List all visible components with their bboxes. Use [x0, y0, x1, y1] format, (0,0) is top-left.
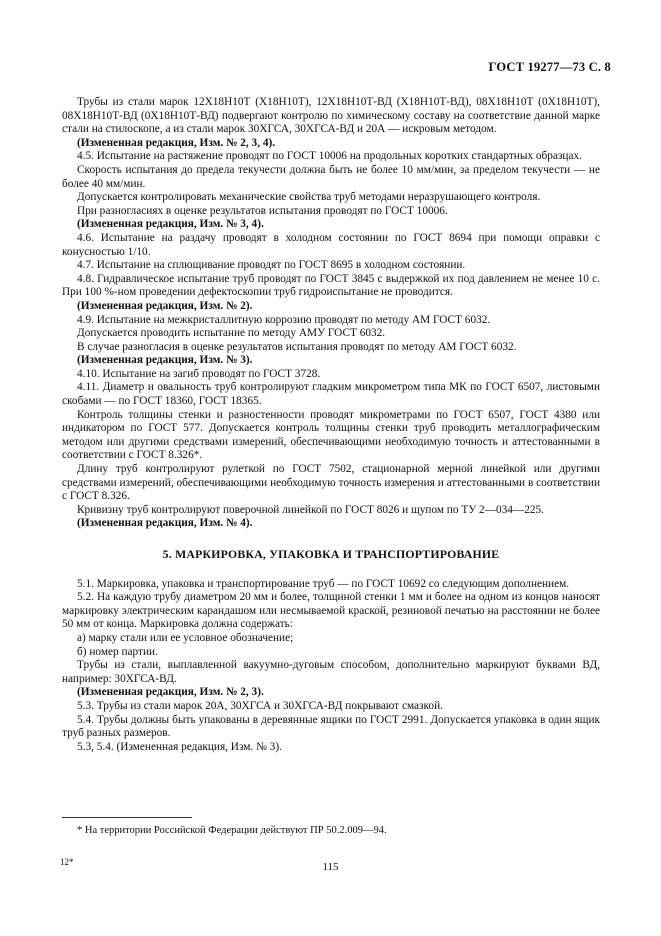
paragraph: 5.3. Трубы из стали марок 20А, 30ХГСА и 30ХГСА-ВД покрывают смазкой. — [77, 699, 443, 712]
paragraph: При разногласиях в оценке результатов испытания проводят по ГОСТ 10006. — [77, 204, 448, 217]
paragraph: 5.4. Трубы должны быть упакованы в деревянные ящики по ГОСТ 2991. Допускается упаковка в один ящик труб разных размеров. — [62, 713, 600, 740]
sheet-mark: 12* — [60, 857, 74, 867]
amendment-note: (Измененная редакция, Изм. № 2, 3). — [77, 686, 264, 699]
paragraph: 5.3, 5.4. (Измененная редакция, Изм. № 3). — [77, 740, 282, 753]
paragraph: 4.10. Испытание на загиб проводят по ГОСТ 3728. — [77, 367, 321, 380]
paragraph: 5.1. Маркировка, упаковка и транспортирование труб — по ГОСТ 10692 со следующим дополнением. — [77, 577, 570, 590]
paragraph: 4.5. Испытание на растяжение проводят по ГОСТ 10006 на продольных коротких стандартных образцах. — [77, 150, 582, 163]
page-number: 115 — [322, 861, 339, 873]
paragraph: Скорость испытания до предела текучести должна быть не более 10 мм/мин, за пределом текучести — не более 40 мм/мин. — [62, 163, 600, 190]
footnote: * На территории Российской Федерации действуют ПР 50.2.009—94. — [77, 825, 387, 836]
footnote-divider — [62, 817, 192, 818]
paragraph: Длину труб контролируют рулеткой по ГОСТ 7502, стационарной мерной линейкой или другими средствами измерений, обеспечивающими необходимую точность измерения и аттестованными в соответствии с ГОСТ 8.326. — [62, 463, 600, 503]
paragraph: Допускается контролировать механические свойства труб методами неразрушающего контроля. — [77, 191, 541, 204]
paragraph: Допускается проводить испытание по методу АМУ ГОСТ 6032. — [77, 327, 386, 340]
paragraph: Контроль толщины стенки и разностенности проводят микрометрами по ГОСТ 6507, ГОСТ 4380 или индикатором по ГОСТ 577. Допускается контроль толщины стенки труб проводить металлографическим методом или другими средствами измерений, обеспечивающими необходимую точность и аттестованными в соответствии с ГОСТ 8.326*. — [62, 408, 600, 462]
paragraph: б) номер партии. — [77, 645, 158, 658]
page-header: ГОСТ 19277—73 С. 8 — [488, 60, 611, 74]
paragraph: 4.6. Испытание на раздачу проводят в холодном состоянии по ГОСТ 8694 при помощи оправки с конусностью 1/10. — [62, 231, 600, 258]
clauses-section-4 — [62, 96, 600, 531]
amendment-note: (Измененная редакция, Изм. № 4). — [77, 517, 253, 530]
paragraph: 4.11. Диаметр и овальность труб контролируют гладким микрометром типа МК по ГОСТ 6507, листовыми скобами — по ГОСТ 18360, ГОСТ 18365. — [62, 381, 600, 408]
paragraph: 4.8. Гидравлическое испытание труб проводят по ГОСТ 3845 с выдержкой их под давлением не менее 10 с. При 100 %-ном проведении дефектоскопии труб гидроиспытание не проводится. — [62, 272, 600, 299]
paragraph: В случае разногласия в оценке результатов испытания проводят по методу АМ ГОСТ 6032. — [77, 340, 517, 353]
paragraph: 4.7. Испытание на сплющивание проводят по ГОСТ 8695 в холодном состоянии. — [77, 259, 466, 272]
paragraph: Кривизну труб контролируют поверочной линейкой по ГОСТ 8026 и щупом по ТУ 2—034—225. — [77, 503, 545, 516]
paragraph: 4.9. Испытание на межкристаллитную коррозию проводят по методу АМ ГОСТ 6032. — [77, 313, 491, 326]
paragraph: а) марку стали или ее условное обозначение; — [77, 631, 294, 644]
paragraph: Трубы из стали, выплавленной вакуумно-дуговым способом, дополнительно маркируют буквами ВД, например: 30ХГСА-ВД. — [62, 659, 600, 685]
paragraph: 5.2. На каждую трубу диаметром 20 мм и более, толщиной стенки 1 мм и более на одном из концов наносят маркировку электрическим карандашом или несмываемой краской, резиновой печатью на расстоянии не более 50 мм от конца. Маркировка должна содержать: — [62, 591, 600, 631]
paragraph: Трубы из стали марок 12Х18Н10Т (Х18Н10Т), 12Х18Н10Т-ВД (Х18Н10Т-ВД), 08Х18Н10Т (0Х18Н10Т), 08Х18Н10Т-ВД (0Х18Н10Т-ВД) подвергают контролю по химическому составу на соответствие данной марке стали на стилоскопе, а из стали марок 30ХГСА, 30ХГСА-ВД и 20А — искровым методом. — [62, 96, 600, 136]
amendment-note: (Измененная редакция, Изм. № 3). — [77, 354, 253, 367]
clauses-section-5 — [62, 578, 600, 755]
amendment-note: (Измененная редакция, Изм. № 3, 4). — [77, 218, 264, 231]
amendment-note: (Измененная редакция, Изм. № 2). — [77, 299, 253, 312]
body-text — [62, 96, 600, 754]
section-title: 5. МАРКИРОВКА, УПАКОВКА И ТРАНСПОРТИРОВАНИЕ — [162, 547, 500, 561]
amendment-note: (Измененная редакция, Изм. № 2, 3, 4). — [77, 136, 276, 149]
